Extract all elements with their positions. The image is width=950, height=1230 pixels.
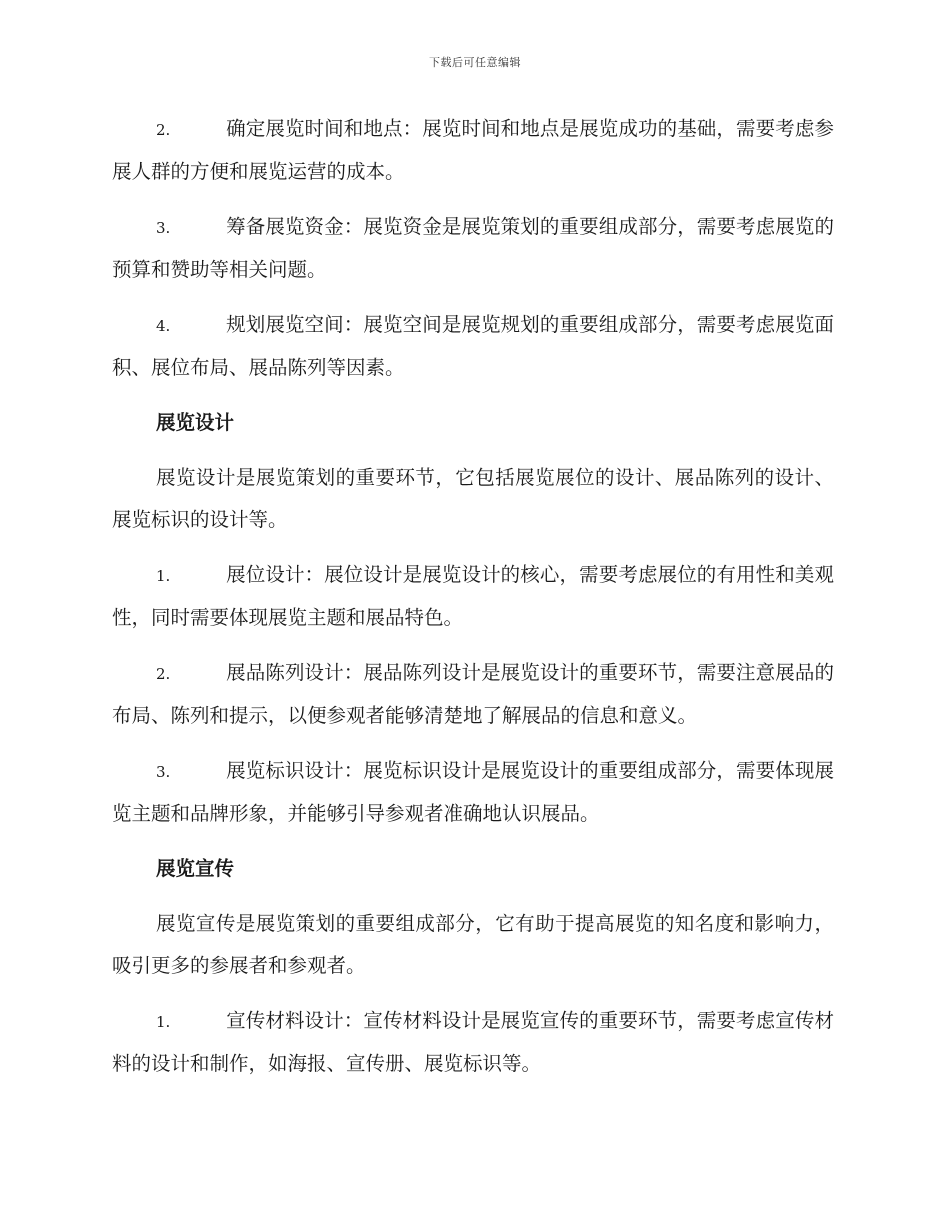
list-item-text: 筹备展览资金：展览资金是展览策划的重要组成部分，需要考虑展览的预算和赞助等相关问题。 xyxy=(112,215,834,281)
section-heading: 展览宣传 xyxy=(156,857,235,880)
list-item-number: 1. xyxy=(156,567,171,585)
list-item-number: 2. xyxy=(156,121,171,139)
list-item-text: 展品陈列设计：展品陈列设计是展览设计的重要环节，需要注意展品的布局、陈列和提示，以便参观者能够清楚地了解展品的信息和意义。 xyxy=(112,661,834,727)
list-item-text: 展位设计：展位设计是展览设计的核心，需要考虑展位的有用性和美观性，同时需要体现展览主题和展品特色。 xyxy=(112,563,834,629)
list-item xyxy=(112,554,834,639)
list-item xyxy=(112,206,834,291)
list-item xyxy=(112,750,834,835)
list-item-number: 3. xyxy=(156,763,171,781)
list-item-number: 2. xyxy=(156,665,171,683)
body-paragraph: 展览宣传是展览策划的重要组成部分，它有助于提高展览的知名度和影响力，吸引更多的参展者和参观者。 xyxy=(112,912,834,977)
body-paragraph: 展览设计是展览策划的重要环节，它包括展览展位的设计、展品陈列的设计、展览标识的设计等。 xyxy=(112,466,834,531)
list-item xyxy=(112,304,834,389)
list-item-text: 规划展览空间：展览空间是展览规划的重要组成部分，需要考虑展览面积、展位布局、展品陈列等因素。 xyxy=(112,313,834,379)
list-item xyxy=(112,1000,834,1085)
list-item-text: 确定展览时间和地点：展览时间和地点是展览成功的基础，需要考虑参展人群的方便和展览运营的成本。 xyxy=(112,117,834,183)
list-item-text: 展览标识设计：展览标识设计是展览设计的重要组成部分，需要体现展览主题和品牌形象，并能够引导参观者准确地认识展品。 xyxy=(112,759,834,825)
list-item xyxy=(112,652,834,737)
page-header: 下载后可任意编辑 xyxy=(429,56,521,69)
document-body xyxy=(112,108,834,1098)
list-item-number: 1. xyxy=(156,1013,171,1031)
list-item-text: 宣传材料设计：宣传材料设计是展览宣传的重要环节，需要考虑宣传材料的设计和制作，如海报、宣传册、展览标识等。 xyxy=(112,1009,834,1075)
list-item xyxy=(112,108,834,193)
list-item-number: 3. xyxy=(156,219,171,237)
list-item-number: 4. xyxy=(156,317,171,335)
section-heading: 展览设计 xyxy=(156,411,235,434)
